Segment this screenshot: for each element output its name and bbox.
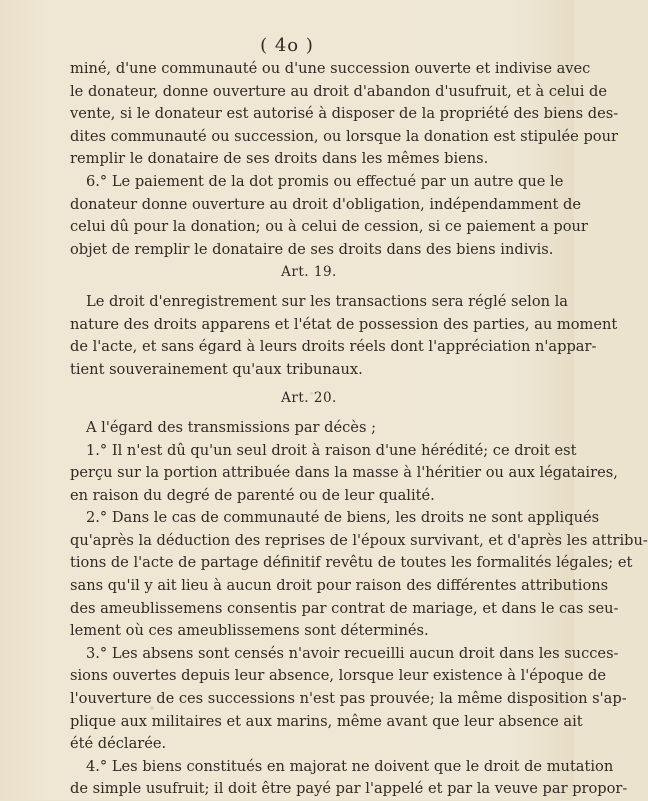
- text-line: dites communauté ou succession, ou lorsque la donation est stipulée pour: [70, 127, 618, 145]
- text-line: lement où ces ameublissemens sont déterminés.: [70, 622, 429, 640]
- text-line: 1.° Il n'est dû qu'un seul droit à raison d'une hérédité; ce droit est: [86, 441, 577, 459]
- paragraph: [70, 756, 628, 801]
- text-line: Le droit d'enregistrement sur les transactions sera réglé selon la: [86, 292, 569, 310]
- paper-stain: [310, 392, 313, 395]
- paragraph: [70, 643, 627, 756]
- text-line: le donateur, donne ouverture au droit d'abandon d'usufruit, et à celui de: [70, 82, 608, 100]
- text-line: plique aux militaires et aux marins, même avant que leur absence ait: [70, 712, 583, 730]
- paragraph: [70, 171, 588, 261]
- text-line: des ameublissemens consentis par contrat de mariage, et dans le cas seu-: [70, 599, 619, 617]
- text-line: miné, d'une communauté ou d'une succession ouverte et indivise avec: [70, 60, 591, 77]
- article-heading: Art. 20.: [281, 390, 337, 407]
- paragraph: [70, 440, 618, 508]
- article-heading: Art. 19.: [281, 264, 337, 281]
- paragraph: [70, 291, 618, 381]
- text-line: sions ouvertes depuis leur absence, lorsque leur existence à l'époque de: [70, 667, 607, 685]
- text-line: objet de remplir le donataire de ses droits dans des biens indivis.: [70, 240, 554, 258]
- text-line: tions de l'acte de partage définitif revêtu de toutes les formalités légales; et: [70, 554, 633, 572]
- text-line: été déclarée.: [70, 735, 167, 753]
- paragraph: [70, 417, 548, 440]
- text-line: de simple usufruit; il doit être payé par l'appelé et par la veuve par propor-: [70, 780, 628, 798]
- text-line: en raison du degré de parenté ou de leur qualité.: [70, 486, 435, 504]
- text-line: perçu sur la portion attribuée dans la masse à l'héritier ou aux légataires,: [70, 464, 618, 482]
- text-line: tient souverainement qu'aux tribunaux.: [70, 360, 363, 378]
- text-line: 3.° Les absens sont censés n'avoir recueilli aucun droit dans les succes-: [86, 644, 619, 662]
- text-line: A l'égard des transmissions par décès ;: [86, 418, 376, 436]
- paragraph: [70, 58, 619, 171]
- text-line: 6.° Le paiement de la dot promis ou effectué par un autre que le: [86, 172, 564, 190]
- document-body: [70, 58, 648, 801]
- page-number: ( 4o ): [260, 35, 314, 56]
- text-line: 4.° Les biens constitués en majorat ne doivent que le droit de mutation: [86, 757, 614, 775]
- text-line: donateur donne ouverture au droit d'obligation, indépendamment de: [70, 195, 582, 213]
- text-line: sans qu'il y ait lieu à aucun droit pour raison des différentes attributions: [70, 577, 609, 595]
- text-line: remplir le donataire de ses droits dans les mêmes biens.: [70, 150, 489, 168]
- text-line: nature des droits apparens et l'état de possession des parties, au moment: [70, 315, 618, 333]
- paper-stain: [150, 706, 154, 710]
- text-line: 2.° Dans le cas de communauté de biens, les droits ne sont appliqués: [86, 509, 600, 527]
- text-line: celui dû pour la donation; ou à celui de cession, si ce paiement a pour: [70, 218, 588, 236]
- text-line: de l'acte, et sans égard à leurs droits réels dont l'appréciation n'appar-: [70, 338, 597, 356]
- text-line: l'ouverture de ces successions n'est pas prouvée; la même disposition s'ap-: [70, 690, 627, 708]
- paragraph: [70, 507, 648, 643]
- text-line: qu'après la déduction des reprises de l'époux survivant, et d'après les attribu-: [70, 531, 648, 549]
- text-line: vente, si le donateur est autorisé à disposer de la propriété des biens des-: [70, 105, 619, 123]
